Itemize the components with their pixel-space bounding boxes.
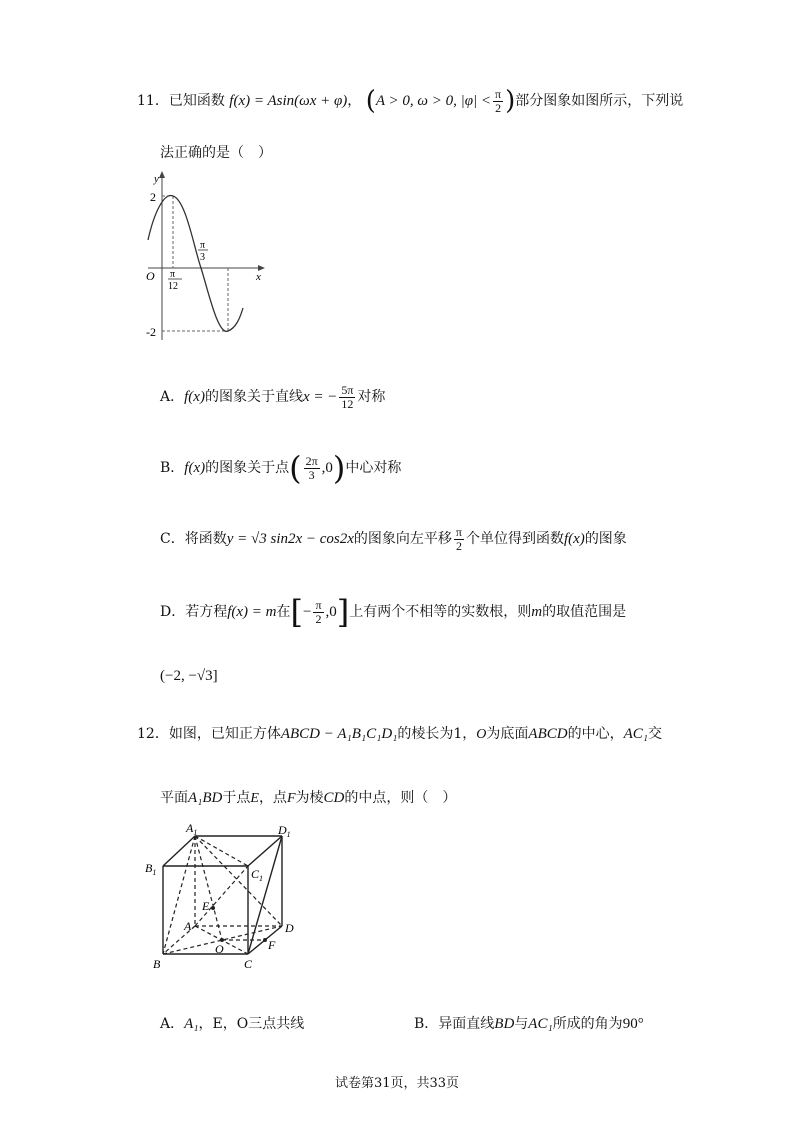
q12-stem-line2: 平面A₁BD于点E，点F为棱CD的中点，则（ ）	[160, 790, 457, 806]
q11-option-a[interactable]: A．f(x)的图象关于直线x = − $\frac{5\pi}{12}$ 对称	[160, 382, 386, 411]
tick-pi3-num: π	[200, 240, 206, 251]
origin-label: O	[146, 269, 155, 283]
q11-option-b[interactable]: B．f(x)的图象关于点( $\frac{2\pi}{3}$ ,0)中心对称	[160, 449, 402, 487]
q11-number: 11．	[137, 93, 169, 109]
q12-option-b[interactable]: B．异面直线BD与AC₁所成的角为90°	[414, 1016, 644, 1032]
label-a: A	[184, 919, 192, 933]
label-c1: $C_1$	[251, 867, 264, 883]
tick-pi12-den: 12	[168, 281, 178, 292]
ymin-label: -2	[146, 325, 156, 339]
label-a1: $A_1$	[186, 822, 198, 837]
q11-stem-line2: 法正确的是（ ）	[160, 145, 272, 161]
y-axis-arrow-icon	[159, 171, 165, 178]
label-d1: $D_1$	[278, 823, 291, 839]
q12-cube-figure	[140, 822, 300, 972]
q11-option-c[interactable]: C．将函数y = √3 sin2x − cos2x的图象向左平移 $\frac{\pi}{2}$ 个单位得到函数f(x)的图象	[160, 524, 627, 553]
label-c: C	[244, 957, 253, 971]
point-f	[263, 938, 267, 942]
label-d: D	[285, 921, 294, 935]
label-f: F	[268, 938, 276, 952]
q12-stem-line1: 12．如图，已知正方体ABCD − A₁B₁C₁D₁的棱长为1，O为底面ABCD的中心，AC₁交	[137, 726, 662, 742]
label-b: B	[153, 957, 161, 971]
tick-pi3-den: 3	[200, 252, 205, 263]
q11-function: f(x) = Asin(ωx + φ)	[229, 93, 348, 109]
page-footer: 试卷第31页，共33页	[334, 1076, 460, 1091]
x-axis-label: x	[256, 271, 261, 283]
tick-pi12-num: π	[170, 269, 176, 280]
q11-option-d-range: (−2, −√3]	[160, 668, 218, 684]
label-o: O	[215, 942, 224, 956]
q11-option-d[interactable]: D．若方程f(x) = m在[− $\frac{\pi}{2}$ ,0]上有两个不相等的实数根，则m的取值范围是	[160, 593, 627, 631]
point-e	[211, 906, 215, 910]
q12-option-a[interactable]: A．A₁，E，O三点共线	[160, 1016, 305, 1032]
y-axis-label: y	[154, 173, 159, 185]
label-e: E	[202, 899, 210, 913]
label-b1: $B_1$	[145, 861, 157, 877]
q11-condition: A > 0, ω > 0, |φ| <	[375, 93, 492, 109]
q12-number: 12．	[137, 726, 169, 742]
ymax-label: 2	[150, 190, 156, 204]
q11-pi-over-2: $\frac{\pi}{2}$	[495, 86, 502, 115]
q11-stem-line1: 11．已知函数 f(x) = Asin(ωx + φ)， (A > 0, ω > 0, |φ| < $\frac{\pi}{2}$ )部分图象如图所示，下列说	[137, 86, 684, 116]
q11-sine-graph	[140, 168, 270, 346]
